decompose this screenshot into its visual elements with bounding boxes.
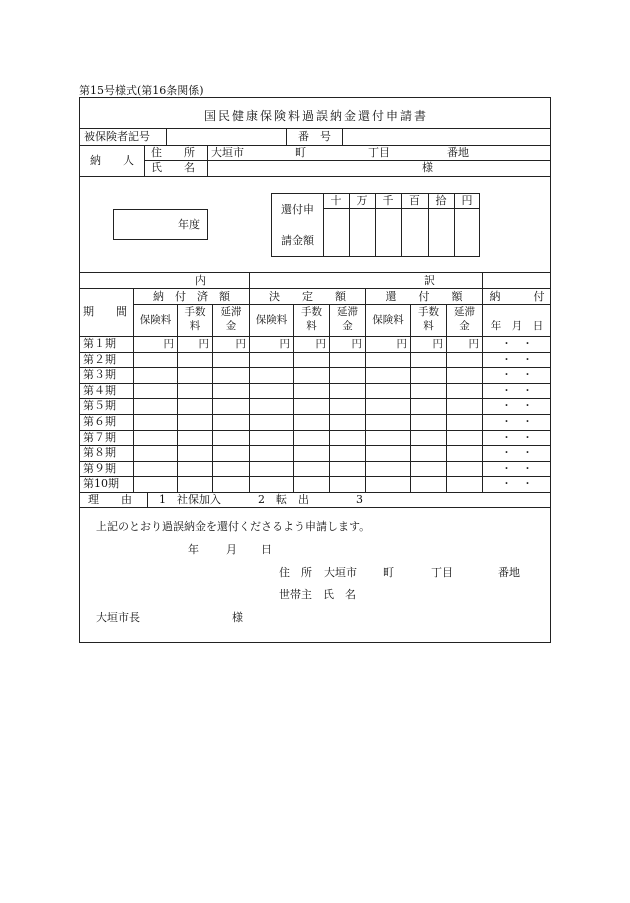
decided-late-cell[interactable] xyxy=(330,415,365,429)
paid-fee-cell[interactable] xyxy=(178,431,212,445)
refund-late-header-2: 金 xyxy=(459,320,470,332)
decided-late-cell[interactable] xyxy=(330,399,365,413)
period-label: 第６期 xyxy=(83,415,116,428)
paid-fee-header: 手数 xyxy=(184,306,206,318)
paid-premium-cell[interactable] xyxy=(134,415,177,429)
refund-fee-cell[interactable] xyxy=(411,446,446,460)
decided-premium-cell[interactable] xyxy=(250,446,293,460)
unit-yen: 円 xyxy=(461,194,473,207)
paid-fee-cell[interactable] xyxy=(178,384,212,398)
period-label: 第３期 xyxy=(83,368,116,381)
refund-premium-cell[interactable] xyxy=(366,353,410,367)
decided-premium-cell[interactable] xyxy=(250,431,293,445)
period-header: 期 間 xyxy=(83,305,127,318)
refund-amount-label-bottom: 請金額 xyxy=(281,234,314,247)
divider xyxy=(79,492,551,493)
yen-unit: 円 xyxy=(351,338,362,350)
paid-late-cell[interactable] xyxy=(213,462,249,476)
decided-premium-header: 保険料 xyxy=(255,314,288,326)
refund-fee-cell[interactable] xyxy=(411,477,446,491)
paid-fee-cell[interactable] xyxy=(178,399,212,413)
payment-date-cell[interactable]: ・ ・ xyxy=(501,385,533,397)
unit-ten-thousand: 万 xyxy=(356,194,368,207)
yen-unit: 円 xyxy=(396,338,407,350)
decided-late-cell[interactable] xyxy=(330,446,365,460)
fiscal-year-label: 年度 xyxy=(178,218,200,231)
paid-late-cell[interactable] xyxy=(213,431,249,445)
payer-honorific: 様 xyxy=(422,161,433,174)
payment-date-cell[interactable]: ・ ・ xyxy=(501,369,533,381)
reason-option-moved-out[interactable]: 2 転 出 xyxy=(258,493,309,506)
applicant-city: 大垣市 xyxy=(324,566,357,579)
period-label: 第４期 xyxy=(83,384,116,397)
refund-late-cell[interactable] xyxy=(447,446,482,460)
paid-fee-cell[interactable] xyxy=(178,446,212,460)
refund-fee-header-2: 料 xyxy=(423,320,434,332)
paid-amount-header: 納 付 済 額 xyxy=(153,290,230,303)
paid-premium-cell[interactable] xyxy=(134,384,177,398)
refund-fee-cell[interactable] xyxy=(411,384,446,398)
form-title: 国民健康保険料過誤納金還付申請書 xyxy=(204,109,429,123)
mayor-honorific: 様 xyxy=(232,611,243,624)
paid-late-cell[interactable] xyxy=(213,337,249,351)
breakdown-right-label: 訳 xyxy=(424,274,435,287)
payer-name-label: 氏 名 xyxy=(151,161,195,174)
paid-fee-cell[interactable] xyxy=(178,462,212,476)
decided-premium-cell[interactable] xyxy=(250,415,293,429)
yen-unit: 円 xyxy=(468,338,479,350)
payer-city: 大垣市 xyxy=(211,146,244,159)
decided-fee-cell[interactable] xyxy=(294,431,329,445)
paid-late-cell[interactable] xyxy=(213,415,249,429)
payer-label: 納 人 xyxy=(90,154,134,167)
unit-hundred: 百 xyxy=(409,194,420,207)
refund-premium-cell[interactable] xyxy=(366,399,410,413)
payment-date-cell[interactable]: ・ ・ xyxy=(501,463,533,475)
decided-fee-cell[interactable] xyxy=(294,337,329,351)
yen-unit: 円 xyxy=(315,338,326,350)
payment-date-cell[interactable]: ・ ・ xyxy=(501,354,533,366)
period-label: 第８期 xyxy=(83,446,116,459)
paid-fee-header-2: 料 xyxy=(189,320,201,332)
insured-symbol-field[interactable] xyxy=(167,129,285,144)
decided-late-cell[interactable] xyxy=(330,477,365,491)
refund-late-cell[interactable] xyxy=(447,462,482,476)
paid-late-cell[interactable] xyxy=(213,399,249,413)
decided-fee-cell[interactable] xyxy=(294,462,329,476)
paid-late-header: 延滞 xyxy=(220,306,242,318)
divider xyxy=(133,304,551,305)
decided-late-cell[interactable] xyxy=(330,384,365,398)
paid-premium-cell[interactable] xyxy=(134,368,177,382)
refund-amount-header: 還 付 額 xyxy=(385,290,463,303)
paid-premium-cell[interactable] xyxy=(134,399,177,413)
refund-fee-header: 手数 xyxy=(418,306,439,318)
period-label: 第５期 xyxy=(83,399,116,412)
refund-fee-cell[interactable] xyxy=(411,431,446,445)
reason-label: 理 由 xyxy=(88,493,132,506)
refund-late-cell[interactable] xyxy=(447,368,482,382)
refund-premium-cell[interactable] xyxy=(366,462,410,476)
date-month-label: 月 xyxy=(226,543,237,556)
form-number-caption: 第15号様式(第16条関係) xyxy=(79,84,204,97)
decided-fee-cell[interactable] xyxy=(294,415,329,429)
decided-amount-header: 決 定 額 xyxy=(269,290,346,303)
payer-town: 町 xyxy=(295,146,306,159)
refund-late-cell[interactable] xyxy=(447,353,482,367)
refund-premium-cell[interactable] xyxy=(366,384,410,398)
decided-fee-cell[interactable] xyxy=(294,384,329,398)
decided-late-cell[interactable] xyxy=(330,431,365,445)
paid-premium-cell[interactable] xyxy=(134,431,177,445)
paid-premium-cell[interactable] xyxy=(134,462,177,476)
refund-premium-cell[interactable] xyxy=(366,337,410,351)
paid-fee-cell[interactable] xyxy=(178,368,212,382)
divider xyxy=(79,272,551,273)
refund-premium-cell[interactable] xyxy=(366,446,410,460)
breakdown-left-label: 内 xyxy=(195,274,206,287)
payer-banchi: 番地 xyxy=(447,146,469,159)
paid-premium-cell[interactable] xyxy=(134,477,177,491)
paid-fee-cell[interactable] xyxy=(178,353,212,367)
payer-chome: 丁目 xyxy=(368,146,390,159)
divider xyxy=(79,176,551,177)
unit-ten-million: 十 xyxy=(330,194,342,207)
refund-late-cell[interactable] xyxy=(447,477,482,491)
refund-premium-cell[interactable] xyxy=(366,431,410,445)
decided-fee-cell[interactable] xyxy=(294,368,329,382)
payer-address-label: 住 所 xyxy=(151,146,195,159)
paid-late-cell[interactable] xyxy=(213,477,249,491)
payment-date-cell[interactable]: ・ ・ xyxy=(501,338,533,350)
date-day-label: 日 xyxy=(261,543,272,556)
refund-late-cell[interactable] xyxy=(447,337,482,351)
payment-date-cell[interactable]: ・ ・ xyxy=(501,432,533,444)
decided-fee-cell[interactable] xyxy=(294,353,329,367)
decided-late-cell[interactable] xyxy=(330,337,365,351)
decided-late-header: 延滞 xyxy=(337,306,358,318)
paid-late-header-2: 金 xyxy=(225,320,237,332)
refund-fee-cell[interactable] xyxy=(411,353,446,367)
reason-option-social-insurance[interactable]: 1 社保加入 xyxy=(159,493,221,506)
decided-premium-cell[interactable] xyxy=(250,399,293,413)
insured-symbol-label: 被保険者記号 xyxy=(84,130,150,143)
divider xyxy=(79,288,551,289)
yen-unit: 円 xyxy=(279,338,290,350)
yen-unit: 円 xyxy=(235,338,246,350)
unit-thousand: 千 xyxy=(382,194,394,207)
mayor-label: 大垣市長 xyxy=(96,611,140,624)
applicant-address-label: 住 所 xyxy=(279,566,312,579)
payment-date-cell[interactable]: ・ ・ xyxy=(501,416,533,428)
payment-date-cell[interactable]: ・ ・ xyxy=(501,400,533,412)
refund-premium-cell[interactable] xyxy=(366,477,410,491)
decided-fee-cell[interactable] xyxy=(294,446,329,460)
decided-premium-cell[interactable] xyxy=(250,477,293,491)
paid-fee-cell[interactable] xyxy=(178,337,212,351)
payment-date-columns: 年 月 日 xyxy=(490,320,544,332)
paid-premium-cell[interactable] xyxy=(134,337,177,351)
period-label: 第10期 xyxy=(83,477,119,490)
refund-fee-cell[interactable] xyxy=(411,337,446,351)
date-year-label: 年 xyxy=(188,543,199,556)
paid-late-cell[interactable] xyxy=(213,353,249,367)
yen-unit: 円 xyxy=(432,338,443,350)
divider xyxy=(79,145,551,146)
decided-late-cell[interactable] xyxy=(330,353,365,367)
divider xyxy=(79,507,551,508)
payment-date-cell[interactable]: ・ ・ xyxy=(501,478,533,490)
payment-date-header: 納 付 xyxy=(489,290,545,303)
decided-premium-cell[interactable] xyxy=(250,462,293,476)
refund-late-cell[interactable] xyxy=(447,399,482,413)
refund-fee-cell[interactable] xyxy=(411,415,446,429)
decided-fee-cell[interactable] xyxy=(294,477,329,491)
decided-premium-cell[interactable] xyxy=(250,384,293,398)
refund-fee-cell[interactable] xyxy=(411,368,446,382)
refund-amount-label-top: 還付申 xyxy=(281,203,314,216)
paid-late-cell[interactable] xyxy=(213,384,249,398)
yen-unit: 円 xyxy=(163,338,174,350)
yen-unit: 円 xyxy=(198,338,209,350)
decided-premium-cell[interactable] xyxy=(250,368,293,382)
householder-name-label: 世帯主 氏 名 xyxy=(279,588,356,601)
decided-late-header-2: 金 xyxy=(342,320,353,332)
decided-late-cell[interactable] xyxy=(330,462,365,476)
paid-fee-cell[interactable] xyxy=(178,477,212,491)
period-label: 第２期 xyxy=(83,353,116,366)
refund-amount-field[interactable] xyxy=(324,209,480,256)
applicant-town: 町 xyxy=(383,566,394,579)
refund-late-cell[interactable] xyxy=(447,384,482,398)
applicant-chome: 丁目 xyxy=(431,566,453,579)
paid-late-cell[interactable] xyxy=(213,446,249,460)
insured-number-field[interactable] xyxy=(343,129,550,144)
paid-premium-cell[interactable] xyxy=(134,446,177,460)
paid-premium-header: 保険料 xyxy=(139,314,172,326)
decided-fee-header-2: 料 xyxy=(306,320,317,332)
declaration-text: 上記のとおり過誤納金を還付くださるよう申請します。 xyxy=(96,520,371,533)
decided-fee-header: 手数 xyxy=(301,306,322,318)
payment-date-cell[interactable]: ・ ・ xyxy=(501,447,533,459)
refund-fee-cell[interactable] xyxy=(411,462,446,476)
householder-name-field[interactable] xyxy=(365,586,535,602)
reason-option-3[interactable]: 3 xyxy=(356,493,363,506)
decided-premium-cell[interactable] xyxy=(250,353,293,367)
unit-ten: 拾 xyxy=(435,194,447,207)
paid-late-cell[interactable] xyxy=(213,368,249,382)
refund-premium-cell[interactable] xyxy=(366,415,410,429)
refund-late-header: 延滞 xyxy=(454,306,475,318)
paid-fee-cell[interactable] xyxy=(178,415,212,429)
payer-name-field[interactable] xyxy=(208,161,550,175)
paid-premium-cell[interactable] xyxy=(134,353,177,367)
decided-fee-cell[interactable] xyxy=(294,399,329,413)
decided-premium-cell[interactable] xyxy=(250,337,293,351)
insured-number-label: 番 号 xyxy=(298,130,331,143)
refund-late-cell[interactable] xyxy=(447,431,482,445)
refund-premium-header: 保険料 xyxy=(372,314,404,326)
refund-late-cell[interactable] xyxy=(447,415,482,429)
decided-late-cell[interactable] xyxy=(330,368,365,382)
period-label: 第１期 xyxy=(83,337,116,350)
period-label: 第７期 xyxy=(83,431,116,444)
period-label: 第９期 xyxy=(83,462,116,475)
applicant-banchi: 番地 xyxy=(498,566,520,579)
refund-fee-cell[interactable] xyxy=(411,399,446,413)
refund-premium-cell[interactable] xyxy=(366,368,410,382)
